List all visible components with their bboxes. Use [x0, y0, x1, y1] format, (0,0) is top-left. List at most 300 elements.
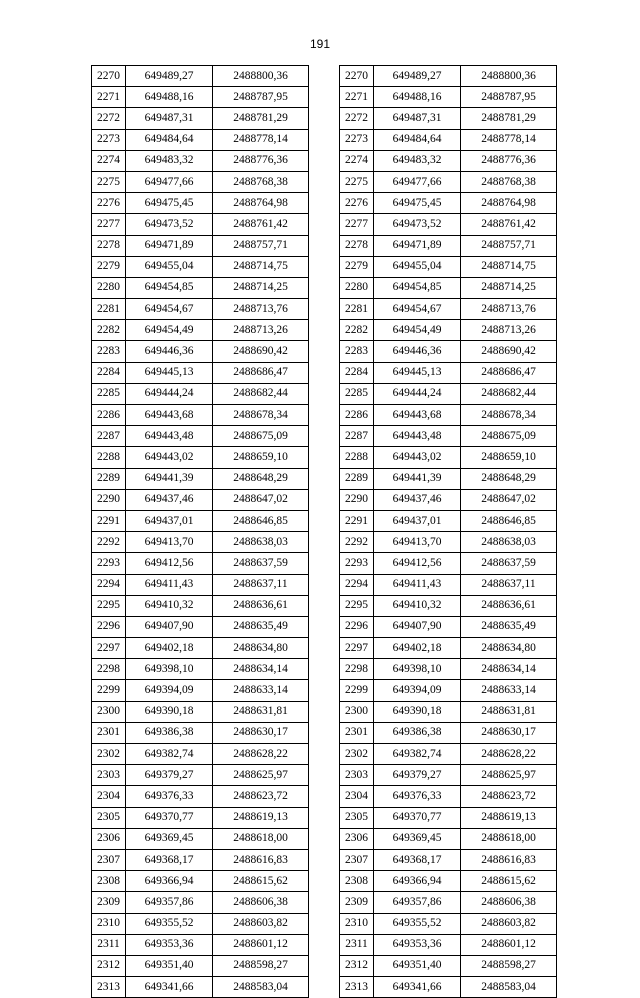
point-number-cell: 2303	[340, 765, 374, 786]
table-row	[92, 680, 309, 701]
point-number-cell: 2272	[340, 108, 374, 129]
table-row	[340, 150, 557, 171]
y-coordinate-cell: 2488631,81	[461, 701, 557, 722]
x-coordinate-cell: 649390,18	[374, 701, 461, 722]
table-row	[92, 66, 309, 87]
y-coordinate-cell: 2488800,36	[461, 66, 557, 87]
point-number-cell: 2300	[340, 701, 374, 722]
x-coordinate-cell: 649473,52	[374, 214, 461, 235]
point-number-cell: 2297	[92, 638, 126, 659]
y-coordinate-cell: 2488713,76	[461, 299, 557, 320]
table-row	[340, 277, 557, 298]
x-coordinate-cell: 649483,32	[126, 150, 213, 171]
y-coordinate-cell: 2488615,62	[461, 871, 557, 892]
y-coordinate-cell: 2488623,72	[461, 786, 557, 807]
y-coordinate-cell: 2488678,34	[461, 405, 557, 426]
x-coordinate-cell: 649454,67	[126, 299, 213, 320]
x-coordinate-cell: 649382,74	[126, 744, 213, 765]
y-coordinate-cell: 2488634,80	[213, 638, 309, 659]
point-number-cell: 2277	[92, 214, 126, 235]
table-row	[340, 362, 557, 383]
table-row	[92, 320, 309, 341]
table-row	[340, 977, 557, 998]
point-number-cell: 2310	[340, 913, 374, 934]
y-coordinate-cell: 2488659,10	[461, 447, 557, 468]
table-row	[340, 129, 557, 150]
point-number-cell: 2274	[92, 150, 126, 171]
y-coordinate-cell: 2488682,44	[213, 383, 309, 404]
table-row	[92, 489, 309, 510]
y-coordinate-cell: 2488761,42	[461, 214, 557, 235]
table-row	[340, 299, 557, 320]
y-coordinate-cell: 2488768,38	[461, 171, 557, 192]
point-number-cell: 2312	[92, 955, 126, 976]
point-number-cell: 2313	[340, 977, 374, 998]
table-row	[340, 193, 557, 214]
y-coordinate-cell: 2488630,17	[461, 722, 557, 743]
x-coordinate-cell: 649412,56	[374, 553, 461, 574]
point-number-cell: 2285	[92, 383, 126, 404]
table-row	[340, 447, 557, 468]
y-coordinate-cell: 2488598,27	[213, 955, 309, 976]
x-coordinate-cell: 649366,94	[126, 871, 213, 892]
point-number-cell: 2299	[340, 680, 374, 701]
point-number-cell: 2284	[92, 362, 126, 383]
y-coordinate-cell: 2488714,25	[461, 277, 557, 298]
x-coordinate-cell: 649489,27	[374, 66, 461, 87]
table-row	[92, 574, 309, 595]
point-number-cell: 2305	[340, 807, 374, 828]
x-coordinate-cell: 649475,45	[374, 193, 461, 214]
y-coordinate-cell: 2488637,59	[461, 553, 557, 574]
x-coordinate-cell: 649355,52	[374, 913, 461, 934]
x-coordinate-cell: 649454,85	[126, 277, 213, 298]
table-row	[340, 320, 557, 341]
point-number-cell: 2291	[340, 510, 374, 531]
x-coordinate-cell: 649487,31	[126, 108, 213, 129]
x-coordinate-cell: 649351,40	[374, 955, 461, 976]
x-coordinate-cell: 649353,36	[374, 934, 461, 955]
point-number-cell: 2282	[92, 320, 126, 341]
table-row	[340, 828, 557, 849]
x-coordinate-cell: 649443,48	[374, 426, 461, 447]
y-coordinate-cell: 2488768,38	[213, 171, 309, 192]
point-number-cell: 2312	[340, 955, 374, 976]
point-number-cell: 2294	[340, 574, 374, 595]
y-coordinate-cell: 2488618,00	[461, 828, 557, 849]
point-number-cell: 2298	[92, 659, 126, 680]
x-coordinate-cell: 649471,89	[374, 235, 461, 256]
point-number-cell: 2313	[92, 977, 126, 998]
table-row	[92, 701, 309, 722]
y-coordinate-cell: 2488787,95	[461, 87, 557, 108]
point-number-cell: 2304	[92, 786, 126, 807]
y-coordinate-cell: 2488646,85	[461, 510, 557, 531]
x-coordinate-cell: 649351,40	[126, 955, 213, 976]
table-row	[340, 108, 557, 129]
x-coordinate-cell: 649402,18	[374, 638, 461, 659]
point-number-cell: 2280	[340, 277, 374, 298]
point-number-cell: 2283	[340, 341, 374, 362]
point-number-cell: 2294	[92, 574, 126, 595]
table-row	[340, 405, 557, 426]
point-number-cell: 2292	[340, 532, 374, 553]
y-coordinate-cell: 2488690,42	[461, 341, 557, 362]
table-row	[340, 574, 557, 595]
point-number-cell: 2273	[340, 129, 374, 150]
x-coordinate-cell: 649341,66	[374, 977, 461, 998]
table-row	[92, 553, 309, 574]
table-row	[92, 405, 309, 426]
table-row	[340, 532, 557, 553]
page-number: 191	[309, 37, 331, 51]
point-number-cell: 2287	[340, 426, 374, 447]
table-row	[92, 722, 309, 743]
point-number-cell: 2303	[92, 765, 126, 786]
point-number-cell: 2278	[92, 235, 126, 256]
x-coordinate-cell: 649444,24	[374, 383, 461, 404]
x-coordinate-cell: 649488,16	[374, 87, 461, 108]
table-row	[340, 955, 557, 976]
point-number-cell: 2272	[92, 108, 126, 129]
x-coordinate-cell: 649413,70	[374, 532, 461, 553]
x-coordinate-cell: 649398,10	[126, 659, 213, 680]
table-row	[340, 913, 557, 934]
table-row	[92, 849, 309, 870]
y-coordinate-cell: 2488619,13	[213, 807, 309, 828]
point-number-cell: 2290	[92, 489, 126, 510]
point-number-cell: 2307	[92, 849, 126, 870]
x-coordinate-cell: 649382,74	[374, 744, 461, 765]
point-number-cell: 2286	[92, 405, 126, 426]
y-coordinate-cell: 2488636,61	[213, 595, 309, 616]
point-number-cell: 2308	[92, 871, 126, 892]
table-row	[340, 807, 557, 828]
x-coordinate-cell: 649370,77	[126, 807, 213, 828]
table-row	[340, 235, 557, 256]
x-coordinate-cell: 649366,94	[374, 871, 461, 892]
y-coordinate-cell: 2488647,02	[461, 489, 557, 510]
x-coordinate-cell: 649394,09	[126, 680, 213, 701]
x-coordinate-cell: 649475,45	[126, 193, 213, 214]
point-number-cell: 2311	[340, 934, 374, 955]
point-number-cell: 2275	[92, 171, 126, 192]
x-coordinate-cell: 649489,27	[126, 66, 213, 87]
x-coordinate-cell: 649477,66	[126, 171, 213, 192]
x-coordinate-cell: 649487,31	[374, 108, 461, 129]
x-coordinate-cell: 649441,39	[374, 468, 461, 489]
x-coordinate-cell: 649369,45	[126, 828, 213, 849]
y-coordinate-cell: 2488686,47	[213, 362, 309, 383]
table-row	[340, 744, 557, 765]
table-row	[340, 786, 557, 807]
x-coordinate-cell: 649376,33	[126, 786, 213, 807]
y-coordinate-cell: 2488603,82	[213, 913, 309, 934]
table-row	[92, 277, 309, 298]
y-coordinate-cell: 2488601,12	[461, 934, 557, 955]
table-row	[92, 468, 309, 489]
table-row	[92, 108, 309, 129]
y-coordinate-cell: 2488634,80	[461, 638, 557, 659]
y-coordinate-cell: 2488606,38	[461, 892, 557, 913]
y-coordinate-cell: 2488637,11	[213, 574, 309, 595]
point-number-cell: 2309	[340, 892, 374, 913]
y-coordinate-cell: 2488631,81	[213, 701, 309, 722]
y-coordinate-cell: 2488675,09	[213, 426, 309, 447]
point-number-cell: 2276	[92, 193, 126, 214]
x-coordinate-cell: 649412,56	[126, 553, 213, 574]
y-coordinate-cell: 2488601,12	[213, 934, 309, 955]
point-number-cell: 2298	[340, 659, 374, 680]
point-number-cell: 2279	[92, 256, 126, 277]
point-number-cell: 2296	[92, 616, 126, 637]
x-coordinate-cell: 649484,64	[374, 129, 461, 150]
y-coordinate-cell: 2488638,03	[461, 532, 557, 553]
y-coordinate-cell: 2488619,13	[461, 807, 557, 828]
point-number-cell: 2275	[340, 171, 374, 192]
table-row	[92, 214, 309, 235]
y-coordinate-cell: 2488606,38	[213, 892, 309, 913]
x-coordinate-cell: 649455,04	[126, 256, 213, 277]
point-number-cell: 2281	[92, 299, 126, 320]
x-coordinate-cell: 649353,36	[126, 934, 213, 955]
table-row	[92, 362, 309, 383]
y-coordinate-cell: 2488682,44	[461, 383, 557, 404]
y-coordinate-cell: 2488637,59	[213, 553, 309, 574]
point-number-cell: 2301	[340, 722, 374, 743]
table-row	[92, 256, 309, 277]
x-coordinate-cell: 649368,17	[126, 849, 213, 870]
table-row	[92, 150, 309, 171]
point-number-cell: 2271	[92, 87, 126, 108]
y-coordinate-cell: 2488623,72	[213, 786, 309, 807]
x-coordinate-cell: 649437,46	[374, 489, 461, 510]
x-coordinate-cell: 649454,49	[126, 320, 213, 341]
y-coordinate-cell: 2488583,04	[461, 977, 557, 998]
y-coordinate-cell: 2488761,42	[213, 214, 309, 235]
x-coordinate-cell: 649454,67	[374, 299, 461, 320]
table-row	[340, 66, 557, 87]
point-number-cell: 2308	[340, 871, 374, 892]
table-row	[92, 934, 309, 955]
point-number-cell: 2310	[92, 913, 126, 934]
y-coordinate-cell: 2488628,22	[461, 744, 557, 765]
y-coordinate-cell: 2488625,97	[213, 765, 309, 786]
x-coordinate-cell: 649398,10	[374, 659, 461, 680]
y-coordinate-cell: 2488713,26	[461, 320, 557, 341]
x-coordinate-cell: 649411,43	[126, 574, 213, 595]
point-number-cell: 2279	[340, 256, 374, 277]
table-row	[92, 87, 309, 108]
point-number-cell: 2273	[92, 129, 126, 150]
y-coordinate-cell: 2488690,42	[213, 341, 309, 362]
x-coordinate-cell: 649473,52	[126, 214, 213, 235]
y-coordinate-cell: 2488776,36	[461, 150, 557, 171]
table-row	[340, 849, 557, 870]
table-row	[340, 256, 557, 277]
point-number-cell: 2293	[340, 553, 374, 574]
point-number-cell: 2283	[92, 341, 126, 362]
x-coordinate-cell: 649411,43	[374, 574, 461, 595]
point-number-cell: 2299	[92, 680, 126, 701]
y-coordinate-cell: 2488637,11	[461, 574, 557, 595]
y-coordinate-cell: 2488635,49	[213, 616, 309, 637]
y-coordinate-cell: 2488618,00	[213, 828, 309, 849]
x-coordinate-cell: 649368,17	[374, 849, 461, 870]
x-coordinate-cell: 649471,89	[126, 235, 213, 256]
y-coordinate-cell: 2488776,36	[213, 150, 309, 171]
coordinates-table-right	[339, 65, 557, 998]
table-row	[340, 595, 557, 616]
table-row	[340, 510, 557, 531]
table-row	[92, 659, 309, 680]
y-coordinate-cell: 2488686,47	[461, 362, 557, 383]
table-row	[92, 193, 309, 214]
table-row	[92, 532, 309, 553]
point-number-cell: 2288	[92, 447, 126, 468]
y-coordinate-cell: 2488646,85	[213, 510, 309, 531]
y-coordinate-cell: 2488634,14	[461, 659, 557, 680]
table-row	[92, 447, 309, 468]
x-coordinate-cell: 649410,32	[374, 595, 461, 616]
point-number-cell: 2282	[340, 320, 374, 341]
y-coordinate-cell: 2488787,95	[213, 87, 309, 108]
table-row	[92, 913, 309, 934]
x-coordinate-cell: 649443,68	[374, 405, 461, 426]
point-number-cell: 2284	[340, 362, 374, 383]
x-coordinate-cell: 649446,36	[126, 341, 213, 362]
table-row	[340, 489, 557, 510]
y-coordinate-cell: 2488800,36	[213, 66, 309, 87]
x-coordinate-cell: 649379,27	[126, 765, 213, 786]
table-row	[340, 214, 557, 235]
x-coordinate-cell: 649369,45	[374, 828, 461, 849]
x-coordinate-cell: 649413,70	[126, 532, 213, 553]
x-coordinate-cell: 649477,66	[374, 171, 461, 192]
table-row	[340, 341, 557, 362]
point-number-cell: 2289	[340, 468, 374, 489]
x-coordinate-cell: 649484,64	[126, 129, 213, 150]
y-coordinate-cell: 2488648,29	[461, 468, 557, 489]
point-number-cell: 2295	[340, 595, 374, 616]
x-coordinate-cell: 649455,04	[374, 256, 461, 277]
table-row	[92, 977, 309, 998]
point-number-cell: 2295	[92, 595, 126, 616]
x-coordinate-cell: 649370,77	[374, 807, 461, 828]
point-number-cell: 2280	[92, 277, 126, 298]
x-coordinate-cell: 649407,90	[126, 616, 213, 637]
x-coordinate-cell: 649488,16	[126, 87, 213, 108]
table-row	[92, 807, 309, 828]
table-row	[92, 595, 309, 616]
x-coordinate-cell: 649443,68	[126, 405, 213, 426]
x-coordinate-cell: 649454,49	[374, 320, 461, 341]
y-coordinate-cell: 2488625,97	[461, 765, 557, 786]
table-row	[92, 341, 309, 362]
table-row	[340, 553, 557, 574]
x-coordinate-cell: 649394,09	[374, 680, 461, 701]
table-row	[340, 383, 557, 404]
table-row	[340, 722, 557, 743]
point-number-cell: 2293	[92, 553, 126, 574]
point-number-cell: 2302	[92, 744, 126, 765]
y-coordinate-cell: 2488778,14	[461, 129, 557, 150]
table-row	[92, 299, 309, 320]
y-coordinate-cell: 2488648,29	[213, 468, 309, 489]
table-row	[92, 892, 309, 913]
y-coordinate-cell: 2488638,03	[213, 532, 309, 553]
table-row	[340, 426, 557, 447]
table-row	[92, 129, 309, 150]
coordinates-table-left	[91, 65, 309, 998]
table-row	[92, 871, 309, 892]
point-number-cell: 2286	[340, 405, 374, 426]
table-row	[340, 171, 557, 192]
table-row	[92, 235, 309, 256]
y-coordinate-cell: 2488635,49	[461, 616, 557, 637]
table-row	[340, 871, 557, 892]
point-number-cell: 2287	[92, 426, 126, 447]
point-number-cell: 2270	[92, 66, 126, 87]
point-number-cell: 2290	[340, 489, 374, 510]
y-coordinate-cell: 2488713,26	[213, 320, 309, 341]
point-number-cell: 2288	[340, 447, 374, 468]
point-number-cell: 2297	[340, 638, 374, 659]
x-coordinate-cell: 649390,18	[126, 701, 213, 722]
table-row	[92, 828, 309, 849]
x-coordinate-cell: 649357,86	[126, 892, 213, 913]
table-row	[340, 680, 557, 701]
y-coordinate-cell: 2488678,34	[213, 405, 309, 426]
point-number-cell: 2301	[92, 722, 126, 743]
x-coordinate-cell: 649410,32	[126, 595, 213, 616]
table-row	[92, 786, 309, 807]
table-row	[340, 934, 557, 955]
y-coordinate-cell: 2488714,25	[213, 277, 309, 298]
y-coordinate-cell: 2488764,98	[461, 193, 557, 214]
y-coordinate-cell: 2488616,83	[213, 849, 309, 870]
point-number-cell: 2276	[340, 193, 374, 214]
point-number-cell: 2305	[92, 807, 126, 828]
y-coordinate-cell: 2488764,98	[213, 193, 309, 214]
table-row	[92, 744, 309, 765]
point-number-cell: 2278	[340, 235, 374, 256]
table-row	[92, 510, 309, 531]
y-coordinate-cell: 2488757,71	[213, 235, 309, 256]
point-number-cell: 2285	[340, 383, 374, 404]
x-coordinate-cell: 649437,01	[126, 510, 213, 531]
y-coordinate-cell: 2488633,14	[213, 680, 309, 701]
point-number-cell: 2309	[92, 892, 126, 913]
x-coordinate-cell: 649379,27	[374, 765, 461, 786]
y-coordinate-cell: 2488675,09	[461, 426, 557, 447]
point-number-cell: 2270	[340, 66, 374, 87]
point-number-cell: 2271	[340, 87, 374, 108]
y-coordinate-cell: 2488633,14	[461, 680, 557, 701]
x-coordinate-cell: 649443,02	[374, 447, 461, 468]
point-number-cell: 2277	[340, 214, 374, 235]
table-row	[340, 468, 557, 489]
y-coordinate-cell: 2488630,17	[213, 722, 309, 743]
x-coordinate-cell: 649443,02	[126, 447, 213, 468]
table-row	[92, 638, 309, 659]
point-number-cell: 2306	[92, 828, 126, 849]
x-coordinate-cell: 649441,39	[126, 468, 213, 489]
y-coordinate-cell: 2488757,71	[461, 235, 557, 256]
table-row	[340, 87, 557, 108]
y-coordinate-cell: 2488636,61	[461, 595, 557, 616]
x-coordinate-cell: 649445,13	[126, 362, 213, 383]
